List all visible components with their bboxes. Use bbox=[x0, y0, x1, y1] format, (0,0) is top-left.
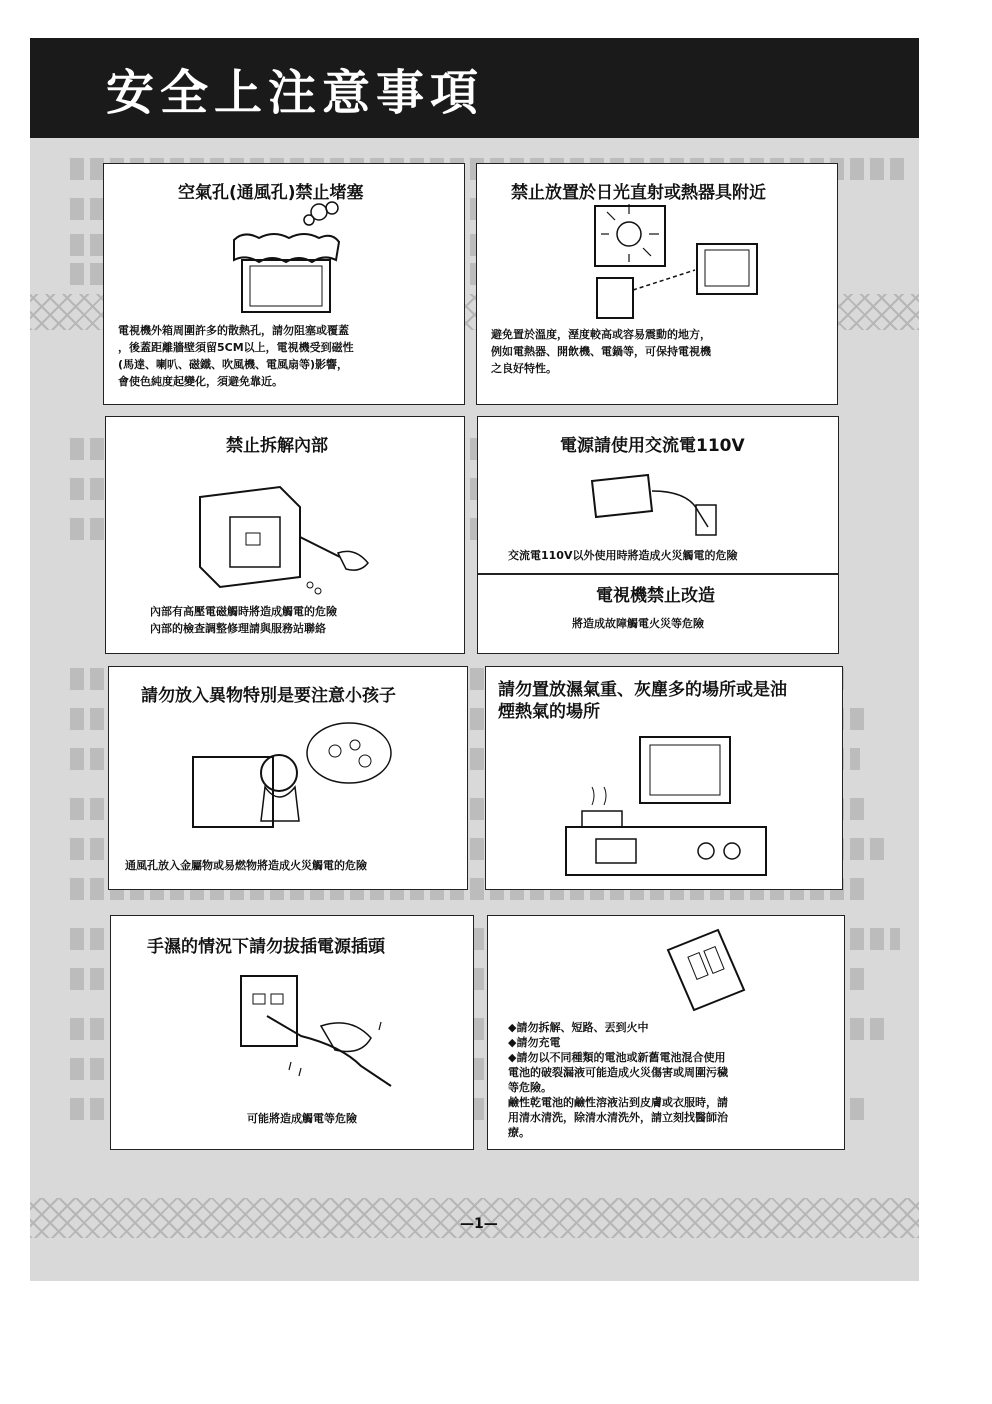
panel-text: 內部有高壓電磁觸時將造成觸電的危險 內部的檢查調整修理請與服務站聯絡 bbox=[150, 605, 337, 635]
header-bar bbox=[30, 38, 919, 138]
wet-hand-plug-icon bbox=[231, 966, 411, 1096]
plug-outlet-icon bbox=[578, 461, 738, 541]
panel-wet-hands bbox=[110, 915, 474, 1150]
panel-text: 電視機外箱周圍許多的散熱孔，請勿阻塞或覆蓋 ，後蓋距離牆壁須留5CM以上，電視機受到磁性 (馬達、喇叭、磁鐵、吹風機、電風扇等)影響， 會使色純度起變化，須避免靠近。 bbox=[118, 324, 354, 388]
panel-disassemble bbox=[105, 416, 465, 654]
kitchen-stove-tv-icon bbox=[556, 731, 776, 881]
sun-heater-tv-icon bbox=[577, 200, 777, 330]
panel-title: 請勿放入異物特別是要注意小孩子 bbox=[141, 686, 396, 706]
panel-title: 空氣孔(通風孔)禁止堵塞 bbox=[178, 183, 364, 203]
page-number: —1— bbox=[460, 1216, 498, 1232]
panel-text: ◆請勿拆解、短路、丟到火中 ◆請勿充電 ◆請勿以不同種類的電池或新舊電池混合使用 電池的破裂漏液可能造成火災傷害或周圍污穢 等危險。 鹼性乾電池的鹼性溶液沾到皮膚或衣服時，請 用清水清洗，除清水清洗外，請立刻找醫師治 療。 bbox=[508, 1021, 728, 1139]
panel-text: 避免置於溫度，溼度較高或容易震動的地方， 例如電熱器、開飲機、電鍋等，可保持電視機 之良好特性。 bbox=[491, 328, 711, 375]
panel-title: 手濕的情況下請勿拔插電源插頭 bbox=[147, 937, 385, 957]
panel-text: 可能將造成觸電等危險 bbox=[247, 1112, 357, 1125]
panel-power bbox=[477, 416, 839, 574]
panel-title: 禁止放置於日光直射或熱器具附近 bbox=[511, 183, 766, 203]
panel-battery bbox=[487, 915, 845, 1150]
panel-vent bbox=[103, 163, 465, 405]
panel-title: 電視機禁止改造 bbox=[596, 586, 715, 606]
panel-title: 請勿置放濕氣重、灰塵多的場所或是油 煙熱氣的場所 bbox=[498, 680, 787, 722]
battery-remote-icon bbox=[648, 920, 758, 1020]
panel-foreign bbox=[108, 666, 468, 890]
panel-title: 禁止拆解內部 bbox=[226, 436, 328, 456]
tv-screwdriver-icon bbox=[190, 477, 390, 597]
child-tv-icon bbox=[179, 717, 399, 837]
panel-sun bbox=[476, 163, 838, 405]
panel-humid bbox=[485, 666, 843, 890]
manual-page bbox=[30, 38, 919, 1281]
panel-title: 電源請使用交流電110V bbox=[560, 436, 745, 456]
panel-text: 通風孔放入金屬物或易燃物將造成火災觸電的危險 bbox=[125, 859, 367, 872]
panel-modify bbox=[477, 574, 839, 654]
tv-covered-cloth-icon bbox=[214, 200, 354, 320]
panel-text: 交流電110V以外使用時將造成火災觸電的危險 bbox=[508, 549, 738, 562]
panel-text: 將造成故障觸電火災等危險 bbox=[572, 617, 704, 630]
page-title: 安全上注意事項 bbox=[106, 65, 485, 121]
